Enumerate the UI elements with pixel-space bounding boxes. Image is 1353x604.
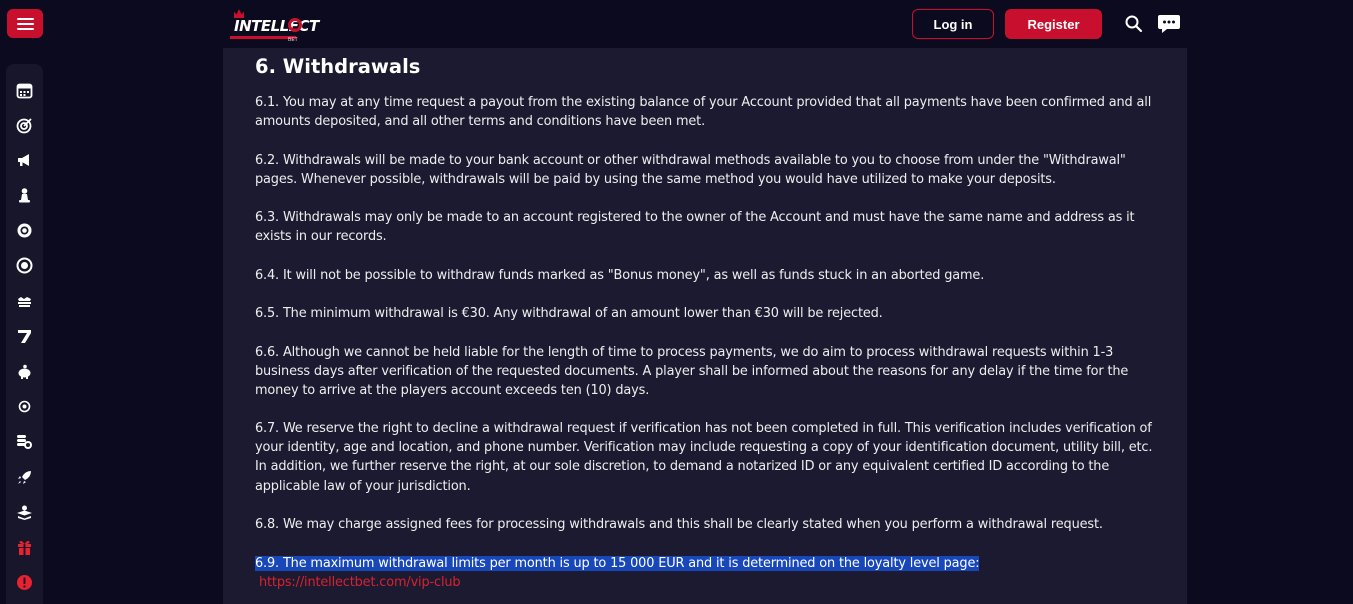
- sidebar-item-gifts[interactable]: [6, 534, 43, 560]
- alert-icon: [16, 574, 33, 591]
- roulette-icon: [16, 257, 33, 274]
- section-title: 6. Withdrawals: [255, 55, 421, 78]
- coins-icon: [16, 433, 33, 450]
- top-bar: [0, 0, 1353, 48]
- megaphone-icon: [16, 152, 33, 169]
- sidebar-item-slots[interactable]: [6, 323, 43, 349]
- sidebar-item-chess[interactable]: [6, 182, 43, 208]
- paragraph-6-2: 6.2. Withdrawals will be made to your bank account or other withdrawal methods available to you to choose from under the "Withdrawal" pages. Whenever possible, withdrawals will be paid by using the same method you would have utilized to make your deposits.: [255, 153, 1126, 188]
- chess-pawn-icon: [16, 187, 33, 204]
- rocket-icon: [16, 469, 33, 486]
- sidebar-item-alert[interactable]: [6, 569, 43, 595]
- login-button[interactable]: Log in: [912, 9, 994, 39]
- calendar-icon: [16, 82, 33, 99]
- hamburger-icon: [17, 18, 34, 20]
- paragraph-6-7: 6.7. We reserve the right to decline a withdrawal request if verification has not been completed in full. This verification includes verification of your identity, age and location, and phone number. Verification may include requesting a copy of your identification document, utility bill, etc. In addition, we further reserve the right, at our sole discretion, to demand a notarized ID or any equivalent certified ID according to the applicable law of your jurisdiction.: [255, 421, 1153, 494]
- paragraph-6-1: 6.1. You may at any time request a payout from the existing balance of your Account provided that all payments have been confirmed and all amounts deposited, and all other terms and conditions have been met.: [255, 95, 1152, 130]
- terms-content: [223, 48, 1187, 604]
- sidebar-item-target[interactable]: [6, 112, 43, 138]
- target-icon: [16, 117, 33, 134]
- sidebar-item-savings[interactable]: [6, 358, 43, 384]
- search-icon[interactable]: [1124, 14, 1144, 34]
- sidebar-item-poker[interactable]: [6, 217, 43, 243]
- ball-icon: [288, 18, 302, 32]
- sidebar-item-crash[interactable]: [6, 464, 43, 490]
- logo[interactable]: [228, 8, 319, 43]
- logo-text: INTELLECT: [234, 17, 319, 35]
- gift-icon: [16, 539, 33, 556]
- piggy-bank-icon: [16, 363, 33, 380]
- drops-wins-icon: [16, 293, 33, 310]
- chat-icon[interactable]: [1157, 13, 1181, 35]
- paragraph-6-4: 6.4. It will not be possible to withdraw funds marked as "Bonus money", as well as funds stuck in an aborted game.: [255, 268, 985, 283]
- paragraph-6-9: [255, 554, 1161, 592]
- logo-subtext: BET: [288, 37, 298, 43]
- sidebar-item-cashback[interactable]: [6, 428, 43, 454]
- seven-icon: [16, 328, 33, 345]
- sidebar-item-promotions[interactable]: [6, 147, 43, 173]
- chip-icon: [16, 222, 33, 239]
- sidebar: [6, 64, 43, 604]
- sidebar-item-roulette[interactable]: [6, 252, 43, 278]
- live-casino-icon: [16, 398, 33, 415]
- vip-club-link[interactable]: https://intellectbet.com/vip-club: [259, 575, 461, 591]
- menu-button[interactable]: [7, 9, 43, 38]
- paragraph-6-3: 6.3. Withdrawals may only be made to an account registered to the owner of the Account and must have the same name and address as it exists in our records.: [255, 210, 1135, 245]
- register-button[interactable]: Register: [1005, 9, 1102, 39]
- sidebar-item-vip[interactable]: [6, 499, 43, 525]
- paragraph-6-5: 6.5. The minimum withdrawal is €30. Any withdrawal of an amount lower than €30 will be rejected.: [255, 306, 883, 321]
- sidebar-item-live[interactable]: [6, 393, 43, 419]
- selected-text: 6.9. The maximum withdrawal limits per month is up to 15 000 EUR and it is determined on the loyalty level page:: [255, 556, 980, 571]
- paragraph-6-6: 6.6. Although we cannot be held liable for the length of time to process payments, we do aim to process withdrawal requests within 1-3 business days after verification of the requested documents. A player shall be informed about the reasons for any delay if the time for the money to arrive at the players account exceeds ten (10) days.: [255, 345, 1129, 399]
- sidebar-item-drops-wins[interactable]: [6, 288, 43, 314]
- vip-icon: [16, 504, 33, 521]
- paragraph-6-8: 6.8. We may charge assigned fees for processing withdrawals and this shall be clearly stated when you perform a withdrawal request.: [255, 517, 1103, 532]
- sidebar-item-calendar[interactable]: [6, 77, 43, 103]
